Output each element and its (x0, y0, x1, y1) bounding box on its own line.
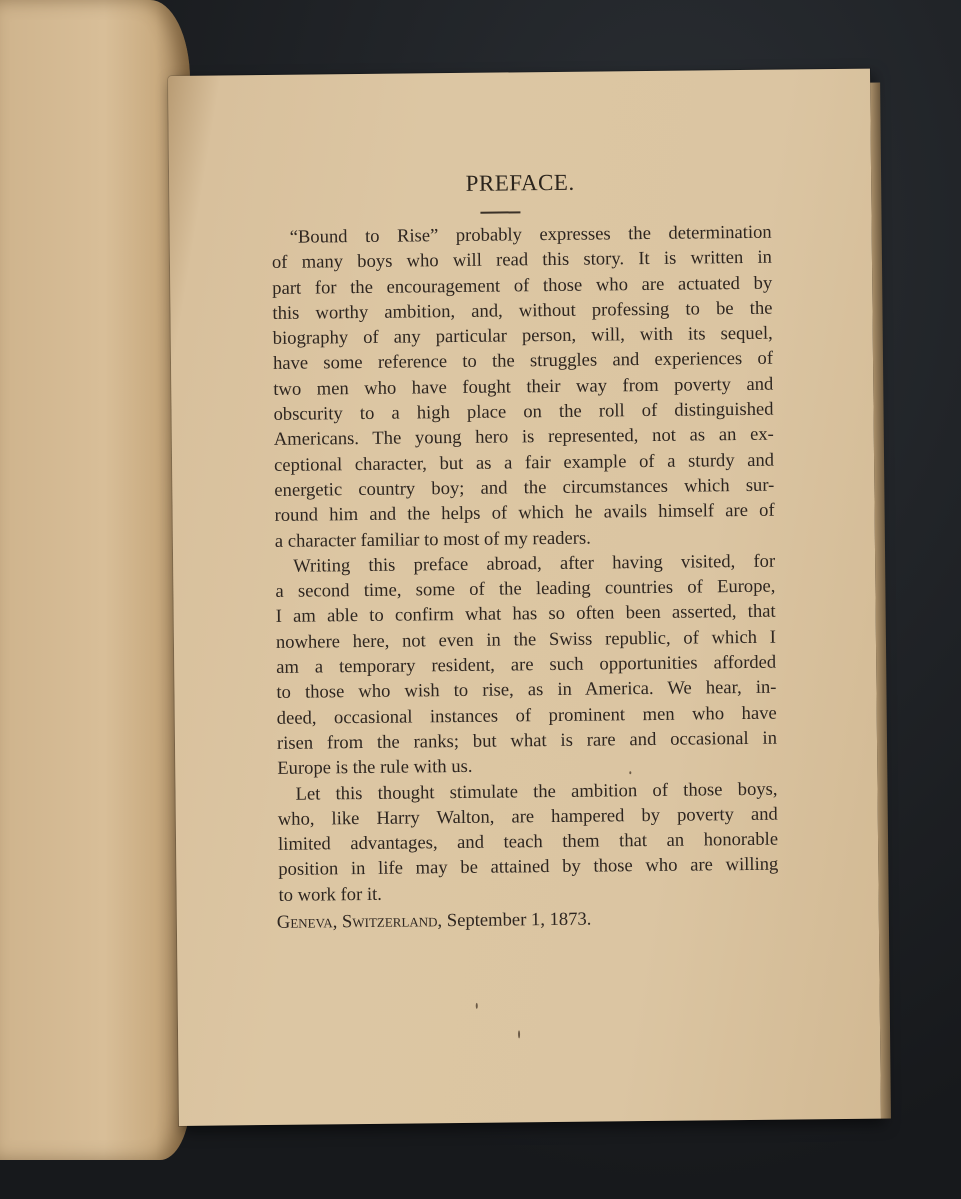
text-line: a second time, some of the leading countries of Europe, (275, 575, 776, 603)
text-line: to those who wish to rise, as in America. We hear, in- (276, 677, 777, 704)
text-line: Writing this preface abroad, after having visited, for (293, 550, 776, 577)
left-page (0, 0, 190, 1160)
text-line: who, like Harry Walton, are hampered by poverty and (277, 803, 778, 830)
text-line: I am able to confirm what has so often been asserted, that (275, 601, 776, 628)
text-line: obscurity to a high place on the roll of distinguished (273, 398, 774, 425)
paragraph-1 (252, 220, 775, 554)
text-line: to work for it. (278, 883, 382, 906)
text-line: energetic country boy; and the circumstances which sur- (274, 474, 775, 501)
page-title: PREFACE. (465, 169, 575, 196)
paragraph-2 (255, 549, 777, 782)
text-line: position in life may be attained by those who are willing (278, 854, 779, 881)
text-line: have some reference to the struggles and experiences of (272, 348, 774, 375)
text-line: am a temporary resident, are such opportunities afforded (276, 651, 777, 678)
signature-date: September 1, 1873. (446, 908, 592, 932)
text-line: risen from the ranks; but what is rare and occasional in (276, 727, 778, 754)
text-line: round him and the helps of which he avails himself are of (274, 499, 775, 527)
paragraph-3 (257, 776, 778, 908)
book-page (168, 69, 881, 1126)
text-line: this worthy ambition, and, without professing to be the (272, 297, 773, 324)
text-line: part for the encouragement of those who are actuated by (272, 272, 773, 299)
text-line: a character familiar to most of my readers. (274, 527, 591, 552)
signature-place: Geneva, Switzerland, (276, 910, 443, 933)
text-line: Let this thought stimulate the ambition of those boys, (295, 778, 778, 805)
text-line: ceptional character, but as a fair example of a sturdy and (273, 449, 775, 476)
text-line: two men who have fought their way from poverty and (273, 373, 774, 400)
text-line: Europe is the rule with us. (277, 756, 473, 780)
preface-text (252, 220, 779, 936)
text-line: Americans. The young hero is represented, not as an ex- (273, 424, 774, 451)
paper-speck (476, 1003, 478, 1009)
text-line: biography of any particular person, will, with its sequel, (272, 322, 773, 350)
signature-line (259, 905, 779, 936)
title-rule (480, 211, 520, 213)
text-line: “Bound to Rise” probably expresses the determination (289, 221, 772, 248)
text-line: deed, occasional instances of prominent men who have (276, 702, 777, 729)
paper-speck (518, 1030, 520, 1038)
text-line: nowhere here, not even in the Swiss republic, of which I (275, 626, 777, 653)
text-line: of many boys who will read this story. It is written in (271, 246, 773, 274)
paper-speck (629, 771, 631, 774)
text-line: limited advantages, and teach them that an honorable (277, 828, 779, 856)
